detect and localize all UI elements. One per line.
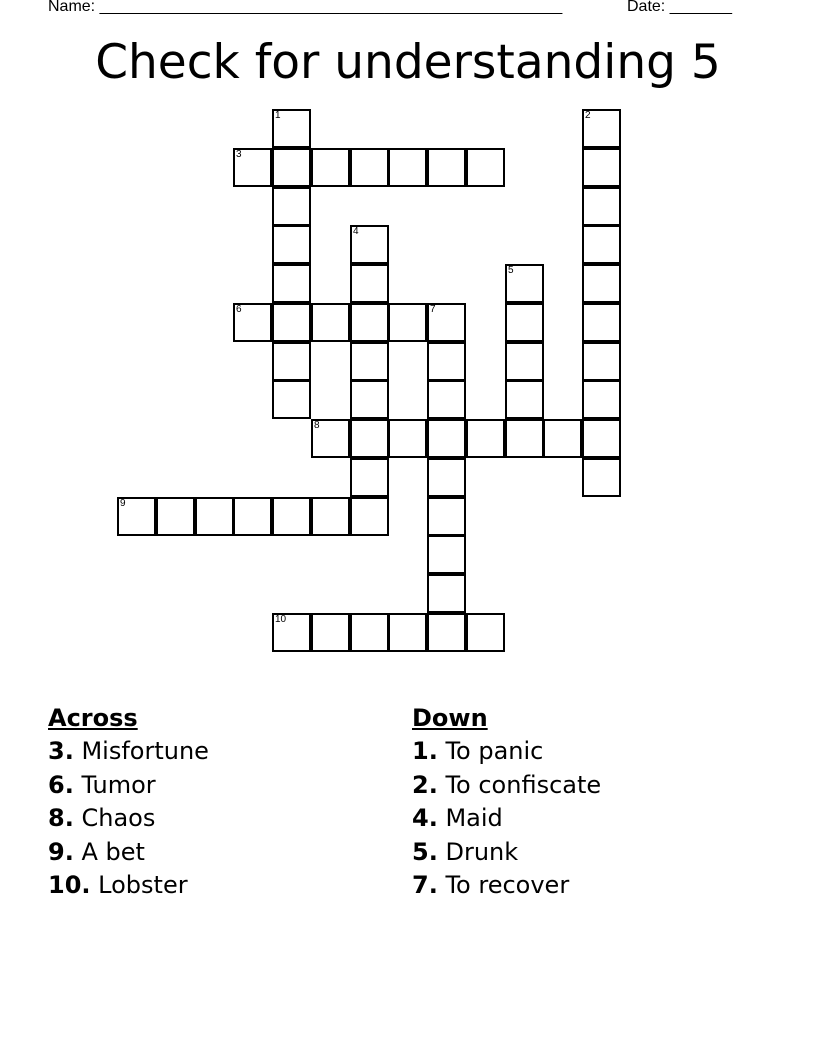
grid-cell[interactable] — [388, 148, 427, 187]
grid-cell[interactable] — [272, 303, 311, 342]
grid-cell[interactable] — [543, 419, 582, 458]
clue-text: A bet — [81, 837, 145, 866]
grid-cell[interactable] — [233, 497, 272, 536]
grid-cell[interactable] — [272, 148, 311, 187]
clue-number-label: 6 — [236, 304, 242, 315]
grid-cell[interactable] — [427, 342, 466, 381]
clue-across-6 — [48, 769, 209, 802]
clue-text: Misfortune — [81, 737, 209, 766]
grid-cell[interactable] — [505, 380, 544, 419]
grid-cell[interactable] — [350, 419, 389, 458]
clue-across-8 — [48, 802, 209, 835]
grid-cell[interactable] — [466, 148, 505, 187]
grid-cell[interactable] — [311, 303, 350, 342]
grid-cell[interactable] — [350, 225, 389, 264]
grid-cell[interactable] — [388, 613, 427, 652]
clue-down-4 — [412, 802, 601, 835]
grid-cell[interactable] — [466, 419, 505, 458]
grid-cell[interactable] — [272, 497, 311, 536]
clue-number: 9. — [48, 837, 74, 866]
clue-number-label: 8 — [314, 420, 320, 431]
grid-cell[interactable] — [582, 148, 621, 187]
clue-text: Maid — [445, 804, 503, 833]
grid-cell[interactable] — [272, 380, 311, 419]
grid-cell[interactable] — [582, 187, 621, 226]
grid-cell[interactable] — [388, 419, 427, 458]
clue-text: Lobster — [98, 871, 188, 900]
clue-text: Chaos — [81, 804, 156, 833]
grid-cell[interactable] — [388, 303, 427, 342]
grid-cell[interactable] — [582, 458, 621, 497]
clue-down-1 — [412, 735, 601, 768]
grid-cell[interactable] — [427, 535, 466, 574]
grid-cell[interactable] — [505, 342, 544, 381]
clue-number-label: 3 — [236, 149, 242, 160]
grid-cell[interactable] — [427, 574, 466, 613]
grid-cell[interactable] — [350, 264, 389, 303]
grid-cell[interactable] — [350, 380, 389, 419]
clue-down-7 — [412, 869, 601, 902]
grid-cell[interactable] — [582, 225, 621, 264]
grid-cell[interactable] — [505, 419, 544, 458]
clue-number-label: 4 — [353, 226, 359, 237]
clue-across-9 — [48, 836, 209, 869]
grid-cell[interactable] — [117, 497, 156, 536]
grid-cell[interactable] — [272, 187, 311, 226]
page-title: Check for understanding 5 — [95, 35, 721, 90]
grid-cell[interactable] — [427, 458, 466, 497]
clue-number: 1. — [412, 737, 438, 766]
grid-cell[interactable] — [195, 497, 234, 536]
clue-number: 4. — [412, 804, 438, 833]
clue-number: 7. — [412, 871, 438, 900]
grid-cell[interactable] — [272, 264, 311, 303]
grid-cell[interactable] — [311, 497, 350, 536]
grid-cell[interactable] — [582, 419, 621, 458]
grid-cell[interactable] — [427, 303, 466, 342]
grid-cell[interactable] — [350, 497, 389, 536]
name-line: Name: ____________________________________________________ — [48, 0, 563, 15]
clue-number-label: 7 — [430, 304, 436, 315]
grid-cell[interactable] — [427, 380, 466, 419]
grid-cell[interactable] — [350, 613, 389, 652]
grid-cell[interactable] — [582, 380, 621, 419]
grid-cell[interactable] — [427, 419, 466, 458]
clue-number-label: 2 — [585, 110, 591, 121]
grid-cell[interactable] — [505, 264, 544, 303]
across-clues — [48, 702, 209, 902]
grid-cell[interactable] — [505, 303, 544, 342]
grid-cell[interactable] — [350, 303, 389, 342]
date-line: Date: _______ — [627, 0, 732, 15]
grid-cell[interactable] — [233, 148, 272, 187]
clue-number: 10. — [48, 871, 91, 900]
grid-cell[interactable] — [350, 148, 389, 187]
clue-number: 6. — [48, 770, 74, 799]
grid-cell[interactable] — [350, 458, 389, 497]
clue-down-5 — [412, 836, 601, 869]
grid-cell[interactable] — [311, 613, 350, 652]
grid-cell[interactable] — [311, 148, 350, 187]
clue-number-label: 1 — [275, 110, 281, 121]
grid-cell[interactable] — [311, 419, 350, 458]
clue-number-label: 5 — [508, 265, 514, 276]
grid-cell[interactable] — [427, 148, 466, 187]
clue-number: 8. — [48, 804, 74, 833]
grid-cell[interactable] — [156, 497, 195, 536]
grid-cell[interactable] — [272, 225, 311, 264]
grid-cell[interactable] — [582, 303, 621, 342]
grid-cell[interactable] — [427, 613, 466, 652]
grid-cell[interactable] — [272, 342, 311, 381]
clue-text: Tumor — [81, 770, 156, 799]
clue-text: To recover — [445, 871, 570, 900]
clue-text: Drunk — [445, 837, 519, 866]
grid-cell[interactable] — [272, 109, 311, 148]
clue-number-label: 10 — [275, 614, 287, 625]
grid-cell[interactable] — [582, 342, 621, 381]
down-clues — [412, 702, 601, 902]
grid-cell[interactable] — [582, 109, 621, 148]
clue-number: 5. — [412, 837, 438, 866]
grid-cell[interactable] — [466, 613, 505, 652]
down-heading: Down — [412, 704, 488, 732]
clue-number: 3. — [48, 737, 74, 766]
clue-number-label: 9 — [120, 498, 126, 509]
grid-cell[interactable] — [233, 303, 272, 342]
across-heading: Across — [48, 704, 138, 732]
clue-text: To panic — [445, 737, 544, 766]
clue-across-10 — [48, 869, 209, 902]
clue-number: 2. — [412, 770, 438, 799]
grid-cell[interactable] — [582, 264, 621, 303]
grid-cell[interactable] — [350, 342, 389, 381]
grid-cell[interactable] — [427, 497, 466, 536]
clue-across-3 — [48, 735, 209, 768]
clue-down-2 — [412, 769, 601, 802]
clue-text: To confiscate — [445, 770, 602, 799]
grid-cell[interactable] — [272, 613, 311, 652]
